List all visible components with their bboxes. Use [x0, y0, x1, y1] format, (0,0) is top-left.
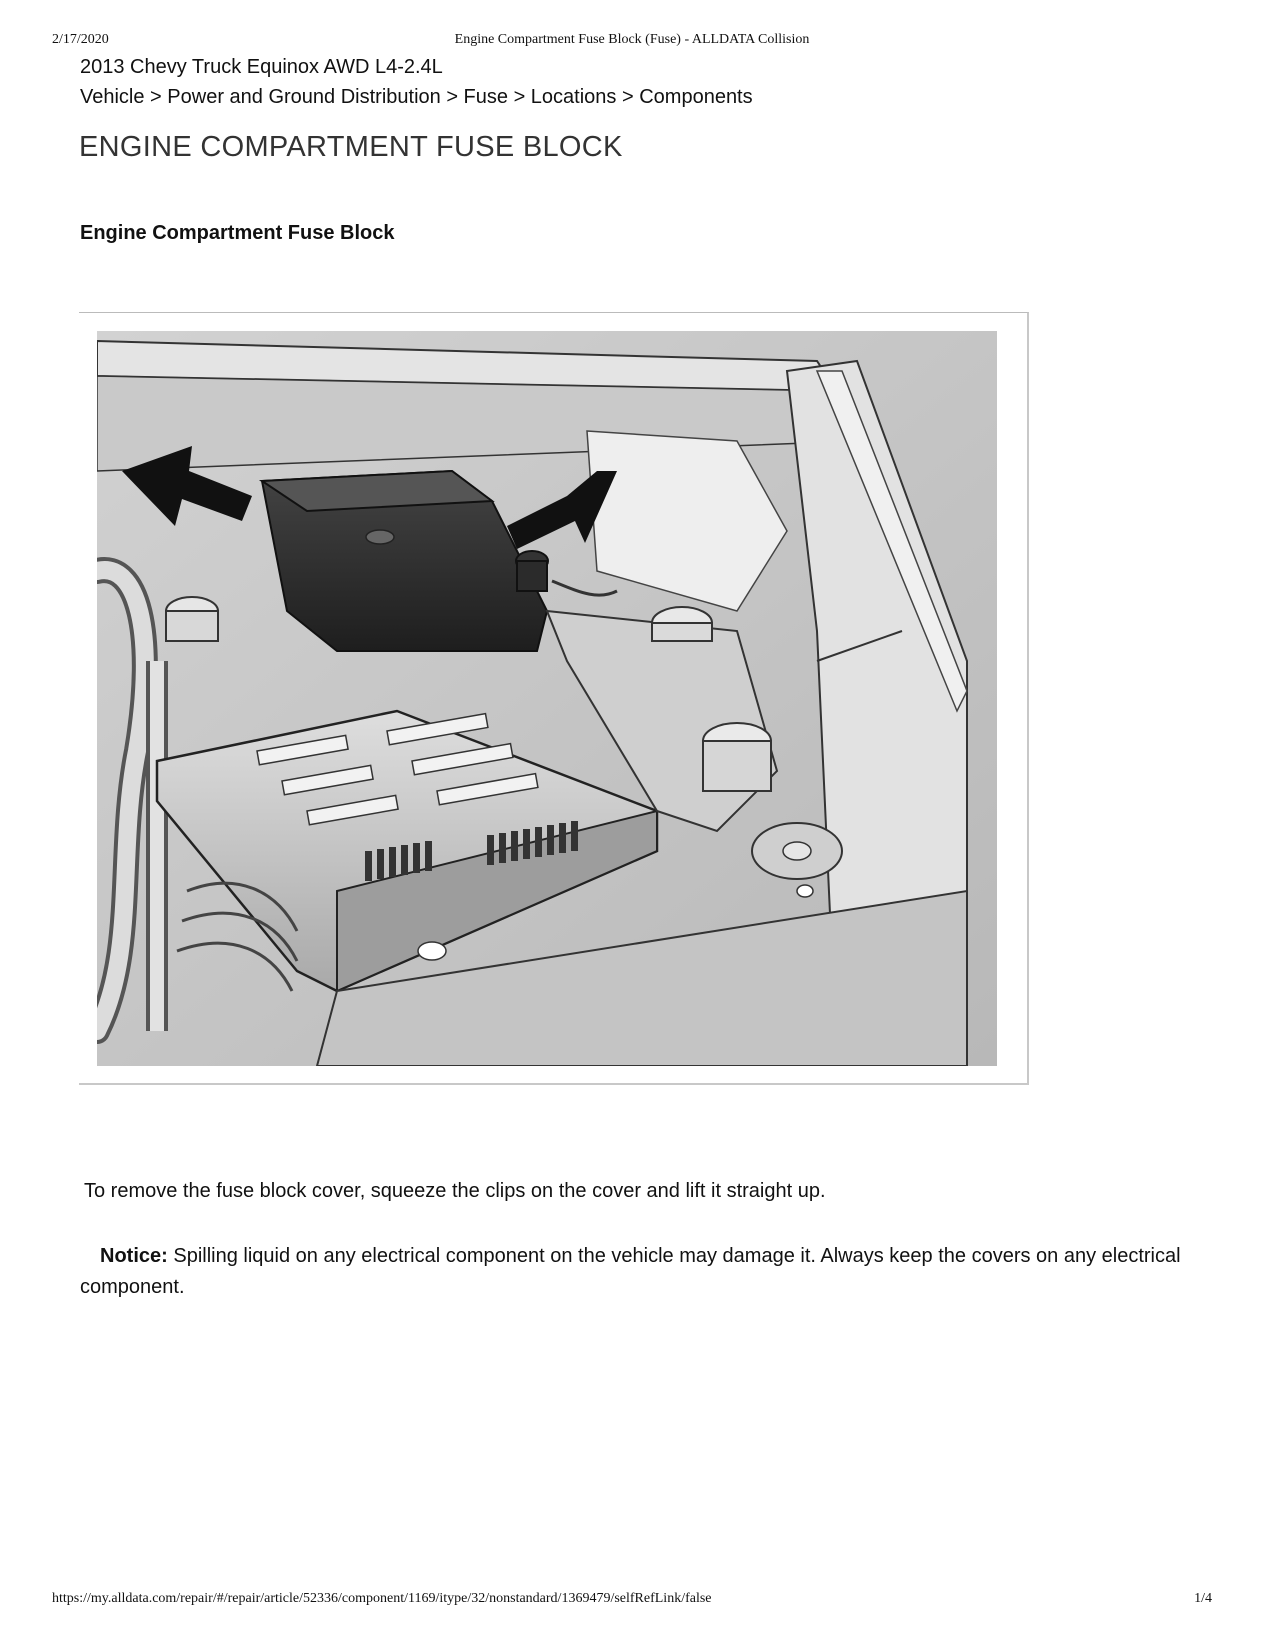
print-url[interactable]: https://my.alldata.com/repair/#/repair/article/52336/component/1169/itype/32/nonstandard/1369479/selfRefLink/false [52, 1591, 712, 1606]
page-number: 1/4 [1194, 1591, 1212, 1606]
notice-text: Spilling liquid on any electrical component on the vehicle may damage it. Always keep the covers on any electrical component. [80, 1245, 1181, 1298]
page-title: ENGINE COMPARTMENT FUSE BLOCK [79, 131, 623, 163]
engine-compartment-illustration [97, 331, 997, 1066]
notice [80, 1241, 1210, 1303]
instruction-text: To remove the fuse block cover, squeeze the clips on the cover and lift it straight up. [84, 1180, 826, 1202]
print-header [52, 32, 1212, 52]
print-date: 2/17/2020 [52, 32, 109, 47]
notice-label: Notice: [100, 1245, 168, 1267]
section-heading: Engine Compartment Fuse Block [80, 222, 395, 244]
breadcrumb[interactable]: Vehicle > Power and Ground Distribution > Fuse > Locations > Components [80, 86, 753, 108]
print-title: Engine Compartment Fuse Block (Fuse) - ALLDATA Collision [454, 32, 810, 47]
vehicle-name: 2013 Chevy Truck Equinox AWD L4-2.4L [80, 56, 443, 78]
figure-frame [79, 312, 1029, 1085]
